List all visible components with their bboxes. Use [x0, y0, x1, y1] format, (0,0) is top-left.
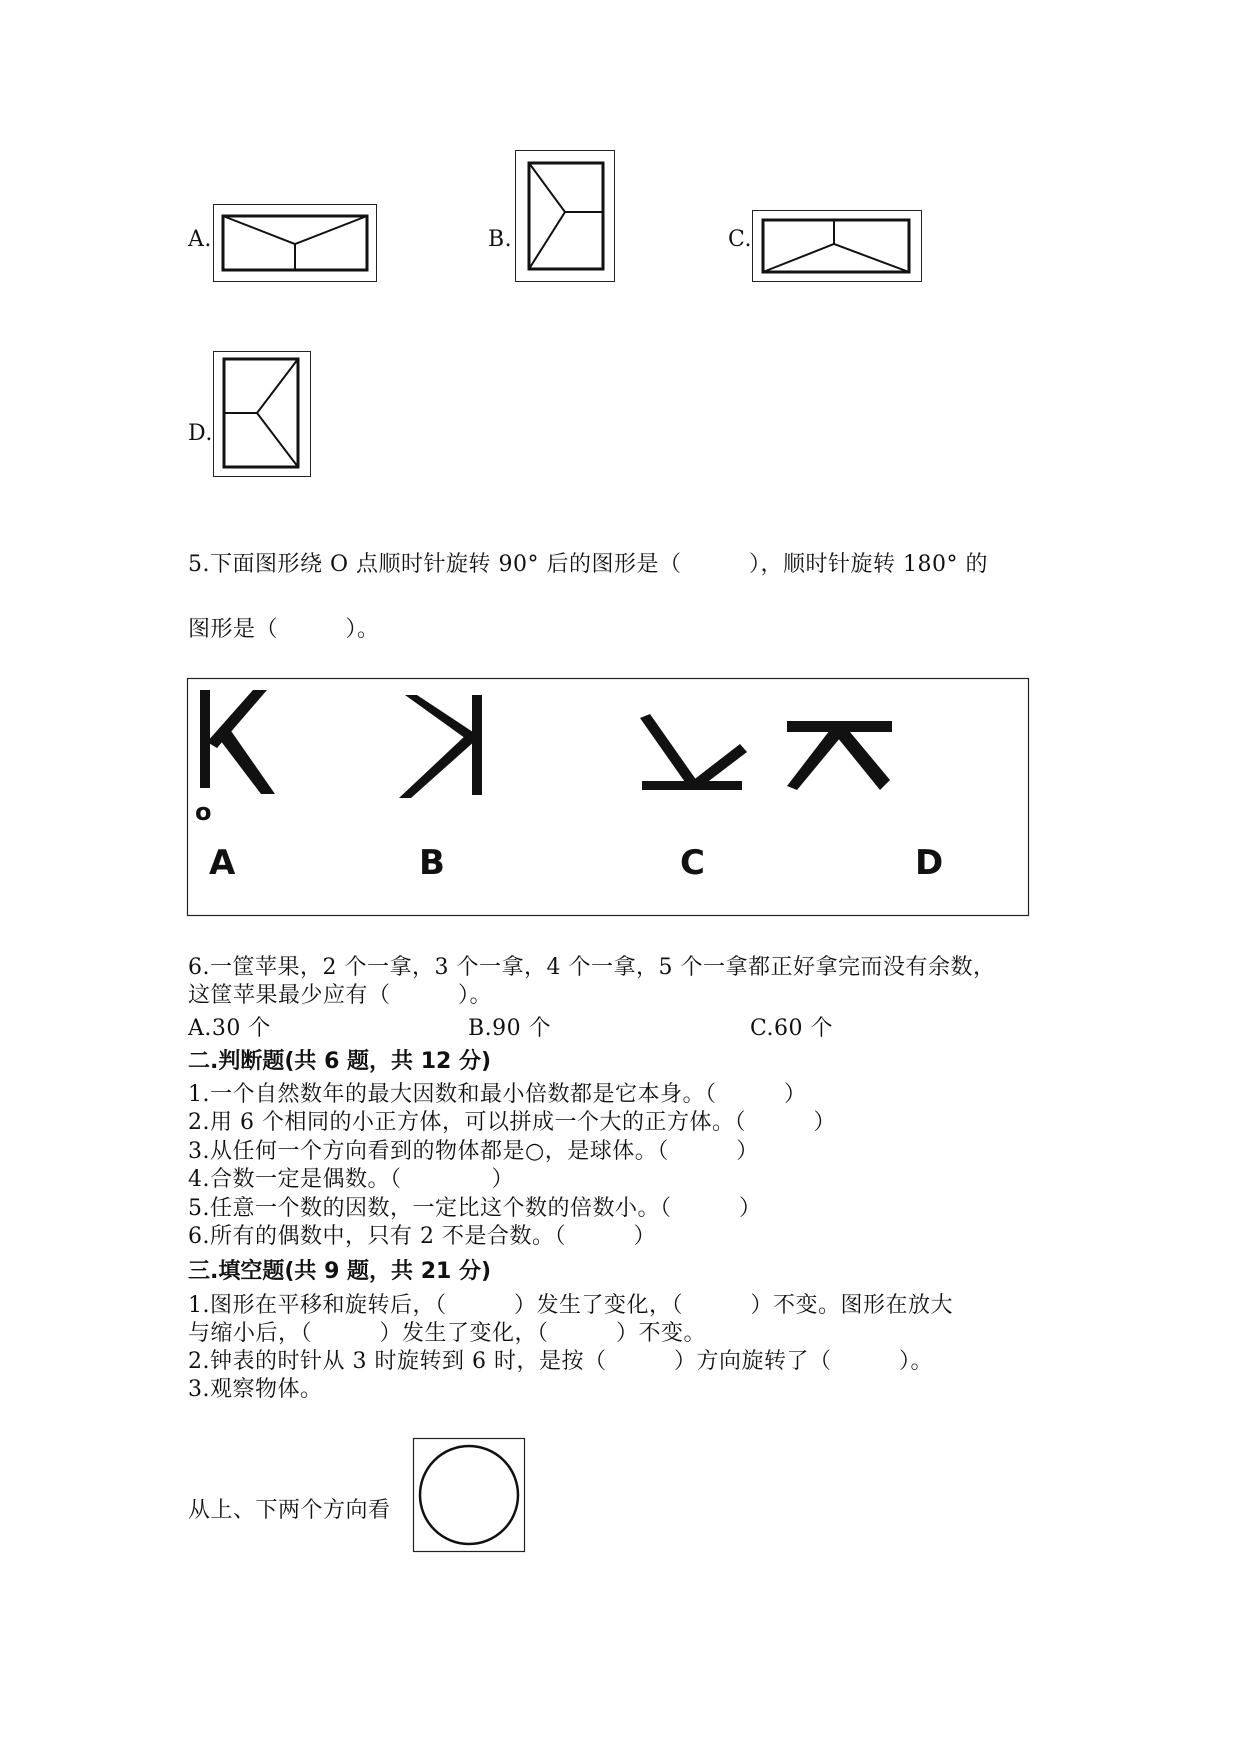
option-c-label: C. [728, 227, 753, 252]
fill-item-1-line1: 1.图形在平移和旋转后，（ ）发生了变化，（ ）不变。图形在放大 [188, 1293, 953, 1318]
origin-label: o [195, 798, 212, 826]
panel-label-b: B [419, 843, 445, 883]
option-d-label: D. [188, 421, 213, 446]
circle-view-figure [413, 1438, 525, 1552]
judge-item-6: 6.所有的偶数中，只有 2 不是合数。（ ） [188, 1224, 656, 1249]
k-option-c [640, 714, 747, 790]
q6-text-line2: 这筐苹果最少应有（ ）。 [188, 983, 493, 1008]
fill-item-2: 2.钟表的时针从 3 时旋转到 6 时，是按（ ）方向旋转了（ ）。 [188, 1349, 933, 1374]
section2-heading: 二.判断题(共 6 题，共 12 分) [188, 1049, 492, 1074]
fill-item-1-line2: 与缩小后，（ ）发生了变化，（ ）不变。 [188, 1321, 707, 1346]
q6-option-b: B.90 个 [468, 1016, 552, 1041]
q5-figure-panel [187, 678, 1029, 916]
q5-text-line1: 5.下面图形绕 O 点顺时针旋转 90° 后的图形是（ ），顺时针旋转 180° 的 [188, 552, 988, 577]
q6-text-line1: 6.一筐苹果，2 个一拿，3 个一拿，4 个一拿，5 个一拿都正好拿完而没有余数， [188, 955, 996, 980]
fill-item-3: 3.观察物体。 [188, 1377, 323, 1402]
option-a-label: A. [188, 227, 212, 252]
panel-label-a: A [209, 843, 236, 883]
panel-label-d: D [915, 843, 944, 883]
judge-item-3: 3.从任何一个方向看到的物体都是○，是球体。（ ） [188, 1139, 759, 1164]
q6-option-c: C.60 个 [750, 1016, 834, 1041]
option-b-figure [515, 150, 615, 282]
view-label: 从上、下两个方向看 [188, 1498, 391, 1523]
panel-label-c: C [680, 843, 705, 883]
q5-text-line2: 图形是（ ）。 [188, 617, 380, 642]
k-option-d [787, 721, 892, 790]
option-c-figure [752, 210, 922, 282]
q6-option-a: A.30 个 [188, 1016, 271, 1041]
judge-item-2: 2.用 6 个相同的小正方体，可以拼成一个大的正方体。（ ） [188, 1110, 836, 1135]
judge-item-4: 4.合数一定是偶数。（ ） [188, 1167, 514, 1192]
judge-item-1: 1.一个自然数年的最大因数和最小倍数都是它本身。（ ） [188, 1082, 807, 1107]
option-b-label: B. [488, 227, 513, 252]
section3-heading: 三.填空题(共 9 题，共 21 分) [188, 1259, 492, 1284]
k-original [200, 690, 275, 794]
judge-item-5: 5.任意一个数的因数，一定比这个数的倍数小。（ ） [188, 1196, 762, 1221]
option-a-figure [213, 204, 377, 282]
k-option-b [399, 695, 482, 798]
option-d-figure [213, 351, 311, 477]
